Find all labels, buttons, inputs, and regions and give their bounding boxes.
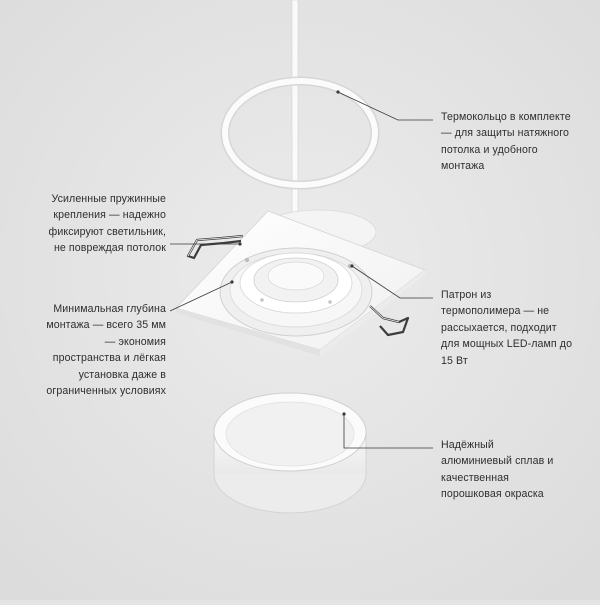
callout-mount-depth: Минимальная глубина монтажа — всего 35 мм — экономия пространства и лёгкая установка даже в ограниченных условиях	[46, 303, 166, 398]
callout-thermo-ring: Термокольцо в комплекте — для защиты натяжного потолка и удобного монтажа	[441, 111, 571, 173]
socket-assembly	[220, 248, 372, 336]
callout-spring-clips: Усиленные пружинные крепления — надежно фиксируют светильник, не повреждая потолок	[48, 193, 166, 255]
callout-socket: Патрон из термополимера — не рассыхается, подходит для мощных LED-ламп до 15 Вт	[441, 289, 573, 367]
diffuser	[214, 393, 366, 513]
callout-alloy: Надёжный алюминиевый сплав и качественная порошковая окраска	[441, 439, 554, 501]
